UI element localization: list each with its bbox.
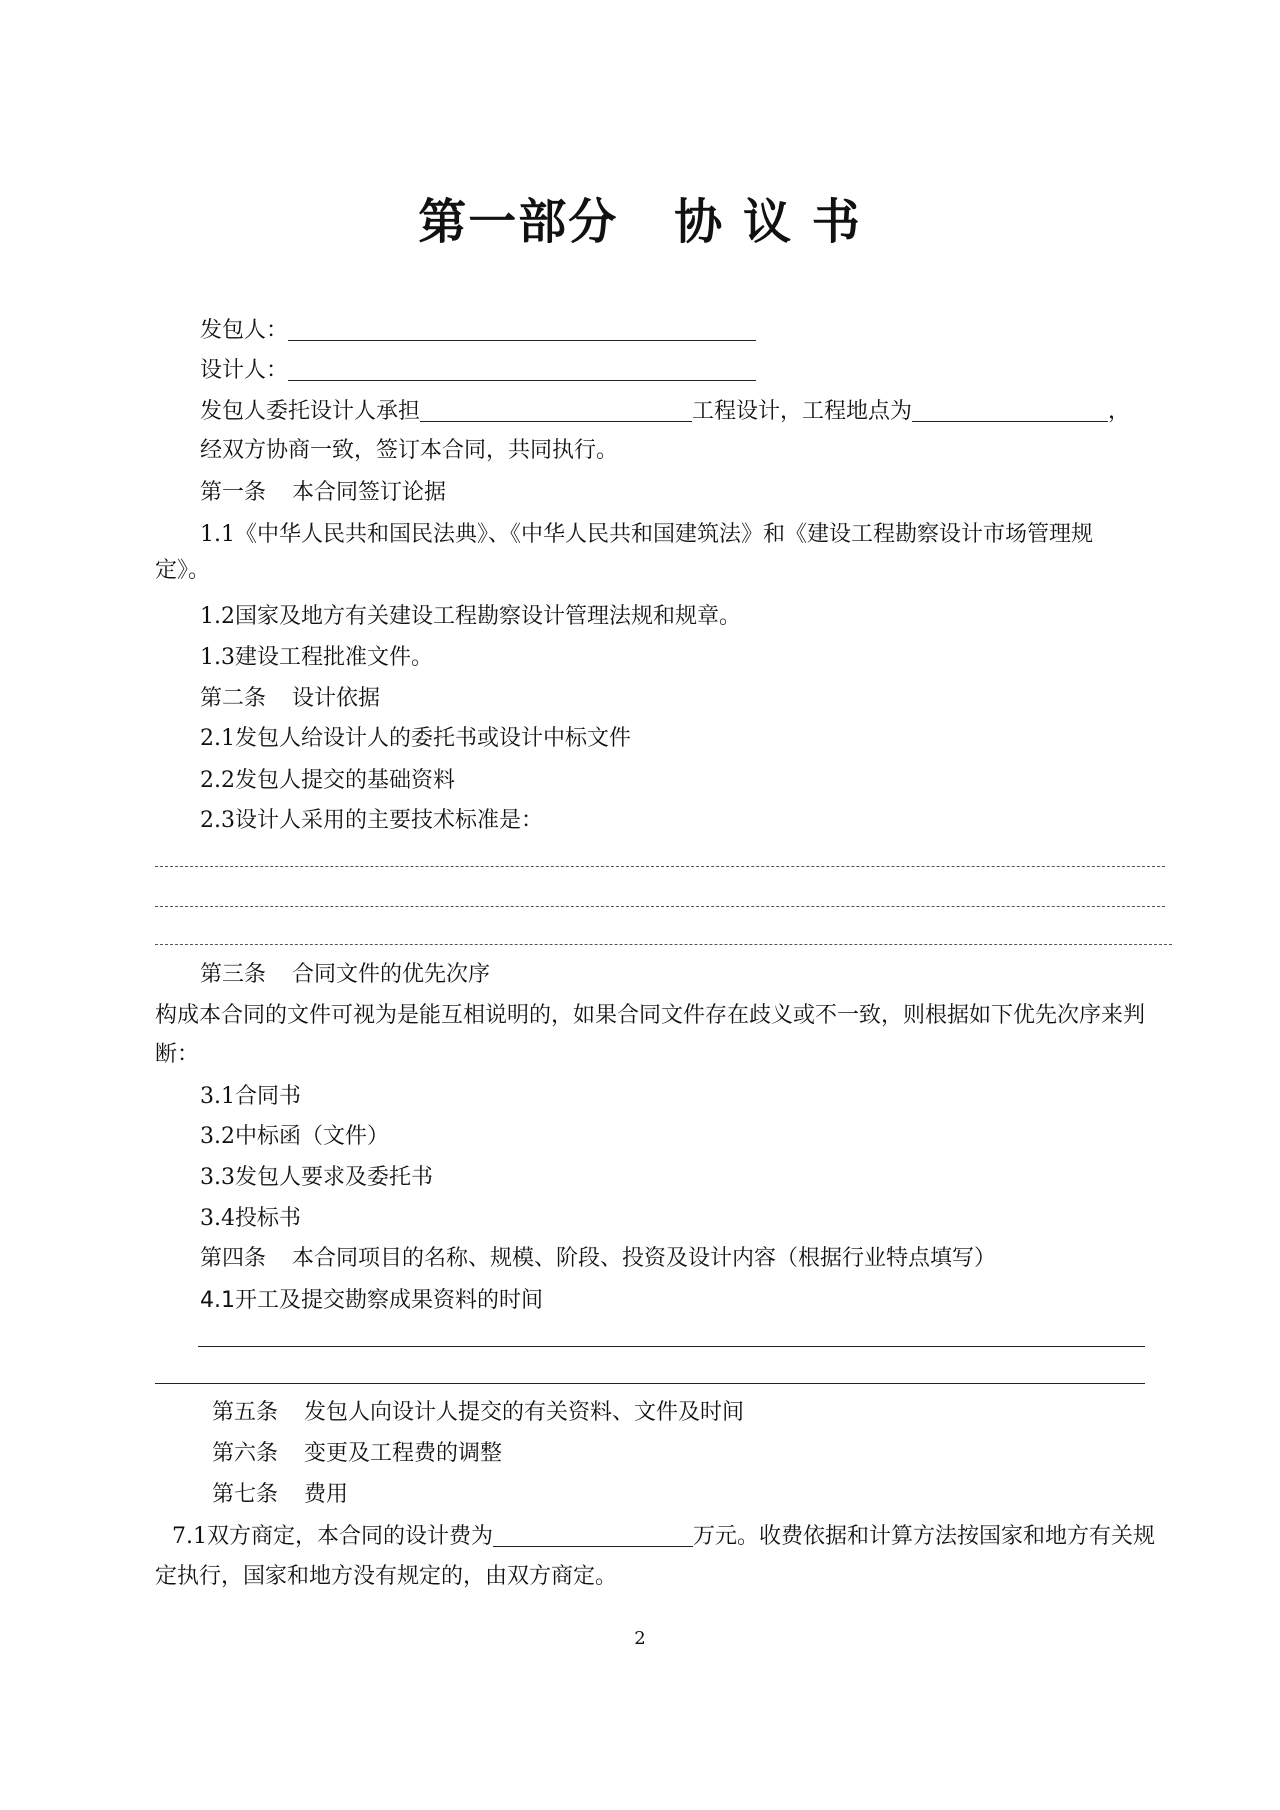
article6-heading bbox=[212, 1439, 502, 1469]
article3-number: 第三条 bbox=[200, 962, 267, 987]
standards-blank-3[interactable] bbox=[155, 944, 1172, 945]
article5-number: 第五条 bbox=[212, 1400, 279, 1425]
fee-text-1: 7.1双方商定，本合同的设计费为 bbox=[172, 1524, 493, 1549]
fee-text-2: 万元。收费依据和计算方法按国家和地方有关规 bbox=[693, 1524, 1156, 1549]
article2-number: 第二条 bbox=[200, 686, 267, 711]
article4-item1: 4.1开工及提交勘察成果资料的时间 bbox=[200, 1288, 543, 1313]
article6-number: 第六条 bbox=[212, 1441, 279, 1466]
client-blank[interactable] bbox=[288, 316, 756, 341]
standards-blank-1[interactable] bbox=[155, 866, 1165, 867]
article4-title: 本合同项目的名称、规模、阶段、投资及设计内容（根据行业特点填写） bbox=[292, 1246, 997, 1271]
article4-blank-1[interactable] bbox=[198, 1346, 1145, 1347]
article3-intro-line1: 构成本合同的文件可视为是能互相说明的，如果合同文件存在歧义或不一致，则根据如下优先次序来判 bbox=[155, 1003, 1146, 1028]
page-title bbox=[0, 190, 1280, 254]
entrust-line bbox=[200, 397, 1130, 427]
article3-item4: 3.4投标书 bbox=[200, 1206, 301, 1231]
article1-heading bbox=[200, 478, 446, 508]
article3-heading bbox=[200, 960, 490, 990]
article7-heading bbox=[212, 1480, 348, 1510]
designer-label: 设计人： bbox=[200, 358, 289, 383]
article1-item1-line2: 定》。 bbox=[155, 558, 211, 583]
article7-title: 费用 bbox=[304, 1482, 349, 1507]
article2-item2: 2.2发包人提交的基础资料 bbox=[200, 768, 455, 793]
article4-heading bbox=[200, 1244, 996, 1274]
project-location-blank[interactable] bbox=[912, 397, 1108, 422]
article2-item3: 2.3设计人采用的主要技术标准是： bbox=[200, 808, 543, 833]
article3-item3: 3.3发包人要求及委托书 bbox=[200, 1165, 433, 1190]
designer-line bbox=[200, 356, 756, 386]
article2-item1: 2.1发包人给设计人的委托书或设计中标文件 bbox=[200, 726, 631, 751]
article3-intro-line2: 断： bbox=[155, 1042, 200, 1067]
article4-number: 第四条 bbox=[200, 1246, 267, 1271]
title-part: 第一部分 bbox=[418, 194, 619, 250]
client-label: 发包人： bbox=[200, 318, 289, 343]
client-line bbox=[200, 316, 756, 346]
agree-line: 经双方协商一致，签订本合同，共同执行。 bbox=[200, 438, 619, 463]
entrust-text-2: 工程设计，工程地点为 bbox=[692, 399, 913, 424]
page-number: 2 bbox=[634, 1628, 646, 1649]
article7-number: 第七条 bbox=[212, 1482, 279, 1507]
entrust-text-3: ， bbox=[1108, 399, 1131, 424]
title-agreement: 协 议 书 bbox=[674, 194, 862, 250]
article1-title: 本合同签订论据 bbox=[292, 480, 447, 505]
article5-title: 发包人向设计人提交的有关资料、文件及时间 bbox=[304, 1400, 745, 1425]
project-name-blank[interactable] bbox=[420, 397, 692, 422]
article7-fee-line2: 定执行，国家和地方没有规定的，由双方商定。 bbox=[155, 1564, 618, 1589]
article1-number: 第一条 bbox=[200, 480, 267, 505]
article1-item3: 1.3建设工程批准文件。 bbox=[200, 645, 433, 670]
entrust-text-1: 发包人委托设计人承担 bbox=[200, 399, 421, 424]
article5-heading bbox=[212, 1398, 744, 1428]
designer-blank[interactable] bbox=[288, 356, 756, 381]
article3-item2: 3.2中标函（文件） bbox=[200, 1124, 389, 1149]
article7-fee-line1 bbox=[172, 1522, 1155, 1552]
article3-item1: 3.1合同书 bbox=[200, 1084, 301, 1109]
article1-item1-line1: 1.1《中华人民共和国民法典》、《中华人民共和国建筑法》和《建设工程勘察设计市场管理规 bbox=[200, 522, 1093, 547]
article3-title: 合同文件的优先次序 bbox=[292, 962, 491, 987]
article6-title: 变更及工程费的调整 bbox=[304, 1441, 503, 1466]
article2-heading bbox=[200, 684, 380, 714]
article4-blank-2[interactable] bbox=[155, 1383, 1145, 1384]
standards-blank-2[interactable] bbox=[155, 906, 1165, 907]
article1-item2: 1.2国家及地方有关建设工程勘察设计管理法规和规章。 bbox=[200, 604, 741, 629]
design-fee-blank[interactable] bbox=[493, 1522, 693, 1547]
article2-title: 设计依据 bbox=[292, 686, 381, 711]
